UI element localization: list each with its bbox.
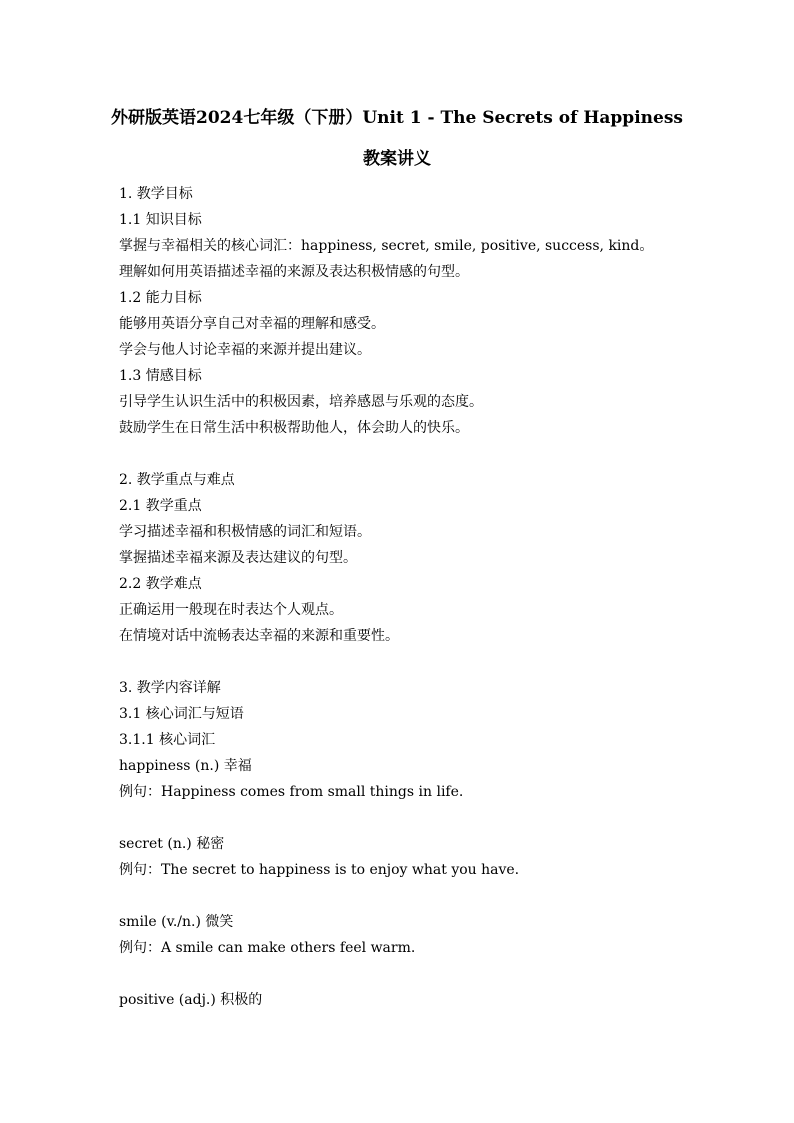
example-sentence: 例句：A smile can make others feel warm. [119,940,416,956]
blank-line [119,649,739,675]
vocab-entry: positive (adj.) 积极的 [119,992,263,1008]
body-text: 理解如何用英语描述幸福的来源及表达积极情感的句型。 [119,264,469,280]
body-text: 正确运用一般现在时表达个人观点。 [119,602,343,618]
example-sentence: 例句：The secret to happiness is to enjoy what you have. [119,862,520,878]
body-text: 掌握描述幸福来源及表达建议的句型。 [119,550,357,566]
subsection-heading: 3.1 核心词汇与短语 [119,706,244,722]
blank-line [119,441,739,467]
subsection-heading: 3.1.1 核心词汇 [119,732,216,748]
subsection-heading: 1.1 知识目标 [119,212,202,228]
vocab-entry: smile (v./n.) 微笑 [119,914,234,930]
section-heading: 2. 教学重点与难点 [119,472,235,488]
example-sentence: 例句：Happiness comes from small things in life. [119,784,464,800]
body-text: 在情境对话中流畅表达幸福的来源和重要性。 [119,628,399,644]
blank-line [119,883,739,909]
document-title: 外研版英语2024七年级（下册）Unit 1 - The Secrets of Happiness [111,108,683,128]
subsection-heading: 1.2 能力目标 [119,290,202,306]
subsection-heading: 1.3 情感目标 [119,368,202,384]
section-heading: 1. 教学目标 [119,186,193,202]
body-text: 学习描述幸福和积极情感的词汇和短语。 [119,524,371,540]
body-text: 引导学生认识生活中的积极因素，培养感恩与乐观的态度。 [119,394,483,410]
body-text: 鼓励学生在日常生活中积极帮助他人，体会助人的快乐。 [119,420,469,436]
body-text: 掌握与幸福相关的核心词汇：happiness, secret, smile, positive, success, kind。 [119,238,654,254]
vocab-entry: secret (n.) 秘密 [119,836,225,852]
document-body [119,181,739,1013]
body-text: 能够用英语分享自己对幸福的理解和感受。 [119,316,385,332]
subsection-heading: 2.2 教学难点 [119,576,202,592]
subsection-heading: 2.1 教学重点 [119,498,202,514]
vocab-entry: happiness (n.) 幸福 [119,758,252,774]
document-subtitle: 教案讲义 [363,149,431,169]
blank-line [119,805,739,831]
section-heading: 3. 教学内容详解 [119,680,221,696]
body-text: 学会与他人讨论幸福的来源并提出建议。 [119,342,371,358]
blank-line [119,961,739,987]
